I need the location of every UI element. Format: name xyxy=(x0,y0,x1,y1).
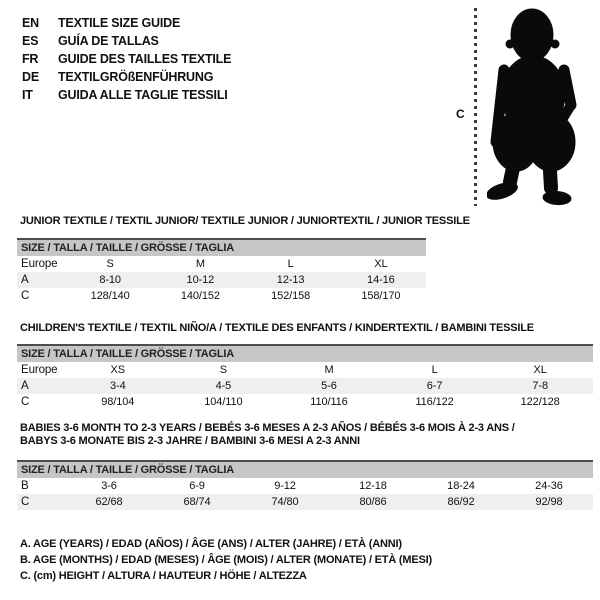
size-cell: XL xyxy=(533,364,547,376)
height-dotted-line xyxy=(474,8,477,206)
size-cell: 12-13 xyxy=(276,274,305,286)
size-cell: 10-12 xyxy=(186,274,215,286)
size-cell: 24-36 xyxy=(535,480,563,492)
row-label: B xyxy=(21,480,29,492)
size-cell: 74/80 xyxy=(271,496,299,508)
footnote-a: A. AGE (YEARS) / EDAD (AÑOS) / ÂGE (ANS) / ALTER (JAHRE) / ETÀ (ANNI) xyxy=(20,538,402,550)
size-cell: 158/170 xyxy=(361,290,401,302)
language-row-es xyxy=(22,32,231,50)
table-title: CHILDREN'S TEXTILE / TEXTIL NIÑO/A / TEXTILE DES ENFANTS / KINDERTEXTIL / BAMBINI TESSILE xyxy=(20,322,534,334)
size-header-bar: SIZE / TALLA / TAILLE / GRÖSSE / TAGLIA xyxy=(17,460,593,478)
size-cell: 80/86 xyxy=(359,496,387,508)
size-cell: 104/110 xyxy=(204,396,243,408)
size-cell: 122/128 xyxy=(520,396,560,408)
junior-textile-table xyxy=(17,215,470,304)
size-cell: 3-6 xyxy=(101,480,117,492)
size-cell: XS xyxy=(110,364,126,376)
language-title: GUÍA DE TALLAS xyxy=(58,34,159,48)
language-code: FR xyxy=(22,52,39,66)
size-cell: 14-16 xyxy=(367,274,395,286)
size-cell: 92/98 xyxy=(535,496,563,508)
table-title-line1: BABIES 3-6 MONTH TO 2-3 YEARS / BEBÉS 3-6 MESES A 2-3 AÑOS / BÉBÉS 3-6 MOIS À 2-3 ANS / xyxy=(20,422,515,434)
size-cell: 12-18 xyxy=(359,480,387,492)
size-cell: 86/92 xyxy=(447,496,475,508)
size-cell: M xyxy=(195,258,205,270)
language-row-de xyxy=(22,68,231,86)
size-cell: 128/140 xyxy=(90,290,130,302)
table-row-europe xyxy=(17,256,426,272)
size-cell: 9-12 xyxy=(274,480,296,492)
language-title: GUIDE DES TAILLES TEXTILE xyxy=(58,52,232,66)
size-cell: 5-6 xyxy=(321,380,337,392)
size-cell: 152/158 xyxy=(271,290,311,302)
size-cell: S xyxy=(106,258,114,270)
language-row-fr xyxy=(22,50,231,68)
size-cell: 4-5 xyxy=(215,380,232,392)
language-title: GUIDA ALLE TAGLIE TESSILI xyxy=(58,88,228,102)
footnotes xyxy=(20,536,432,584)
size-cell: 8-10 xyxy=(99,274,121,286)
row-label: C xyxy=(21,396,30,408)
table-row-c xyxy=(17,494,593,510)
size-header-bar: SIZE / TALLA / TAILLE / GRÖSSE / TAGLIA xyxy=(17,344,593,362)
size-cell: L xyxy=(431,364,438,376)
size-cell: 68/74 xyxy=(183,496,211,508)
size-cell: 140/152 xyxy=(180,290,220,302)
language-code: EN xyxy=(22,16,39,30)
language-row-it xyxy=(22,86,231,104)
language-row-en xyxy=(22,14,231,32)
table-title xyxy=(17,422,593,448)
language-code: DE xyxy=(22,70,39,84)
size-cell: 6-9 xyxy=(189,480,205,492)
footnote-c: C. (cm) HEIGHT / ALTURA / HAUTEUR / HÖHE / ALTEZZA xyxy=(20,570,307,582)
table-title: JUNIOR TEXTILE / TEXTIL JUNIOR/ TEXTILE JUNIOR / JUNIORTEXTIL / JUNIOR TESSILE xyxy=(20,215,470,227)
language-title: TEXTILE SIZE GUIDE xyxy=(58,16,181,30)
language-title-block xyxy=(22,14,231,104)
size-cell: 110/116 xyxy=(310,396,348,408)
table-row-c xyxy=(17,288,426,304)
size-cell: 7-8 xyxy=(532,380,548,392)
size-cell: 6-7 xyxy=(426,380,443,392)
size-cell: 18-24 xyxy=(447,480,475,492)
table-row-a xyxy=(17,272,426,288)
size-guide-figure xyxy=(450,0,600,212)
size-cell: 62/68 xyxy=(95,496,123,508)
row-label: Europe xyxy=(21,364,58,376)
row-label: Europe xyxy=(21,258,58,270)
table-row-c xyxy=(17,394,593,410)
row-label: A xyxy=(21,380,29,392)
size-cell: 3-4 xyxy=(109,380,126,392)
language-code: ES xyxy=(22,34,39,48)
row-label: C xyxy=(21,290,30,302)
size-cell: 98/104 xyxy=(101,396,135,408)
toddler-silhouette-icon xyxy=(487,2,587,208)
babies-textile-table xyxy=(17,422,593,510)
size-cell: S xyxy=(219,364,228,376)
row-label: A xyxy=(21,274,29,286)
childrens-textile-table xyxy=(17,322,593,410)
row-label: C xyxy=(21,496,30,508)
table-row-a xyxy=(17,378,593,394)
size-header-bar: SIZE / TALLA / TAILLE / GRÖSSE / TAGLIA xyxy=(17,238,426,256)
height-label-c: C xyxy=(456,107,465,121)
table-row-b xyxy=(17,478,593,494)
table-title-line2: BABYS 3-6 MONATE BIS 2-3 JAHRE / BAMBINI 3-6 MESI A 2-3 ANNI xyxy=(20,435,360,447)
table-row-europe xyxy=(17,362,593,378)
language-code: IT xyxy=(22,88,33,102)
size-cell: 116/122 xyxy=(415,396,454,408)
size-cell: L xyxy=(287,258,294,270)
size-cell: M xyxy=(324,364,334,376)
footnote-b: B. AGE (MONTHS) / EDAD (MESES) / ÂGE (MOIS) / ALTER (MONATE) / ETÀ (MESI) xyxy=(20,554,432,566)
language-title: TEXTILGRÖßENFÜHRUNG xyxy=(58,70,214,84)
size-cell: XL xyxy=(374,258,388,270)
